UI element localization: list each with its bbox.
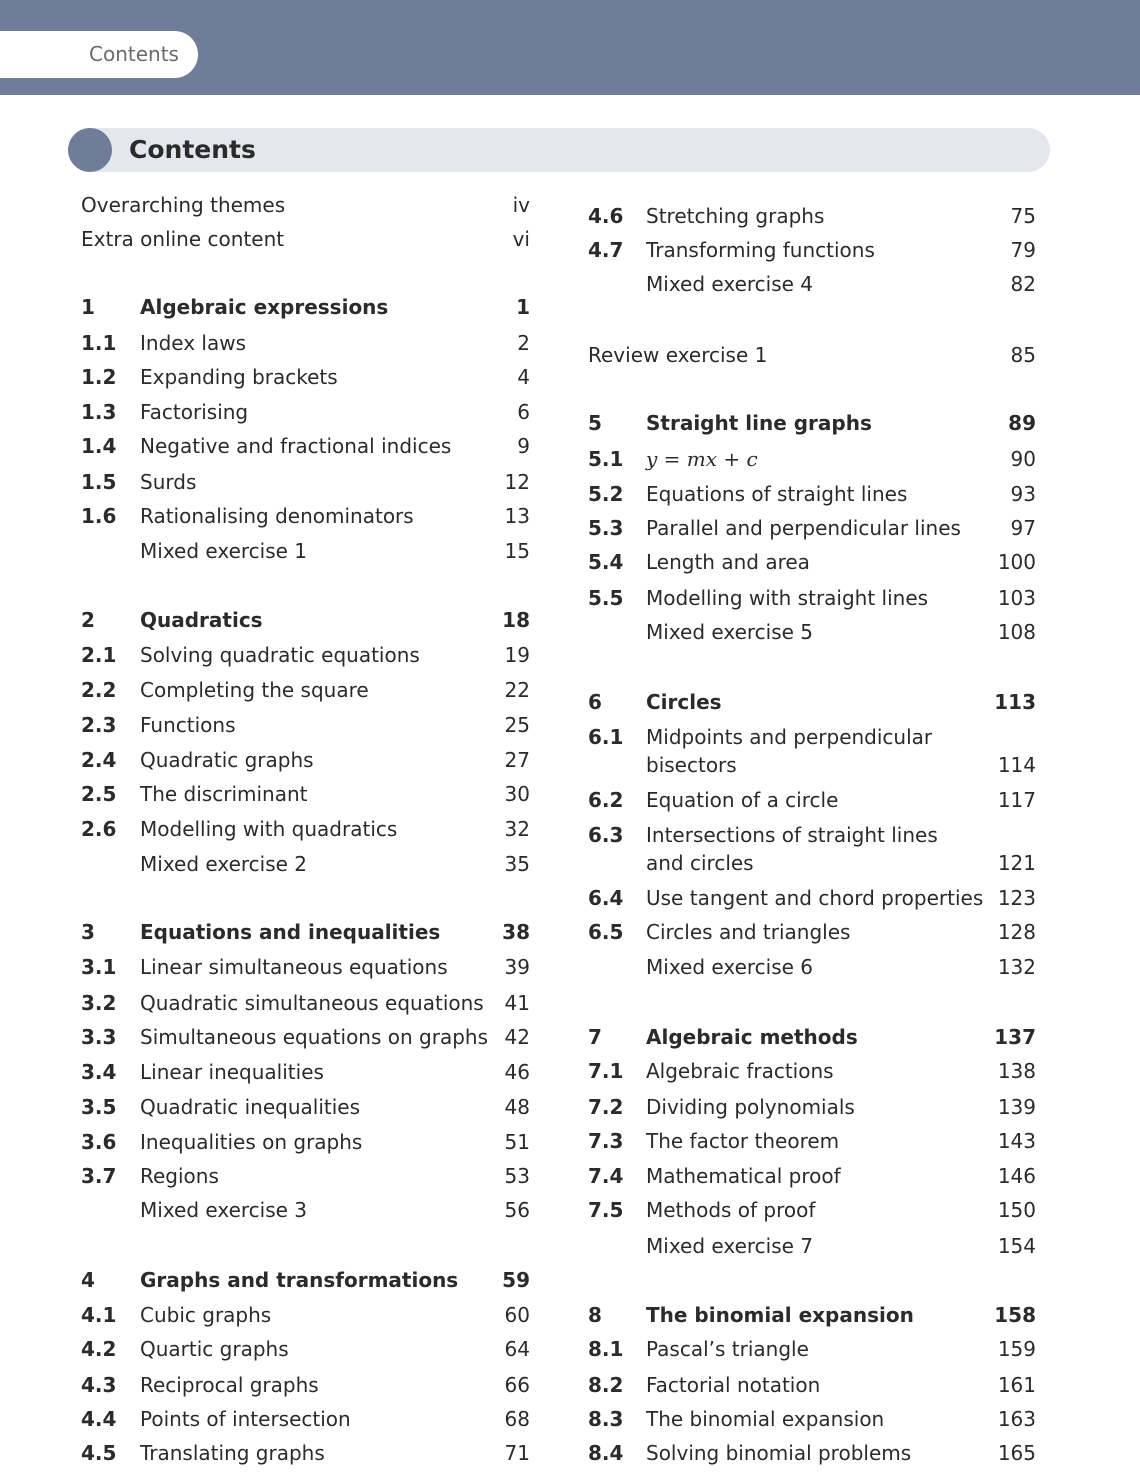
toc-entry: [588, 1231, 1036, 1261]
toc-entry-page: iv: [512, 193, 530, 217]
toc-entry: [588, 408, 1036, 438]
toc-entry-title: Mixed exercise 1: [140, 539, 308, 563]
toc-entry: [81, 710, 530, 740]
toc-entry: [81, 1127, 530, 1157]
toc-entry-number: 4.7: [588, 238, 624, 262]
toc-entry-number: 3.1: [81, 955, 117, 979]
toc-entry: [588, 547, 1036, 577]
toc-entry-title: The binomial expansion: [646, 1407, 885, 1431]
toc-entry-number: 6.2: [588, 788, 624, 812]
toc-entry-page: 9: [517, 434, 530, 458]
toc-entry: [81, 1404, 530, 1434]
toc-entry-title: Solving binomial problems: [646, 1441, 912, 1465]
toc-entry-title: Stretching graphs: [646, 204, 825, 228]
toc-entry-page: 103: [997, 586, 1036, 610]
toc-entry: [81, 467, 530, 497]
toc-entry: [81, 397, 530, 427]
toc-entry-page: 79: [1010, 238, 1036, 262]
toc-entry: [588, 617, 1036, 647]
toc-entry: [81, 1057, 530, 1087]
toc-entry-page: 161: [997, 1373, 1036, 1397]
toc-entry-page: 143: [997, 1129, 1036, 1153]
toc-entry-number: 3.6: [81, 1130, 117, 1154]
toc-entry-number: 1.1: [81, 331, 117, 355]
toc-entry: [588, 820, 1036, 880]
toc-entry-number: 8.4: [588, 1441, 624, 1465]
toc-entry-number: 3.3: [81, 1025, 117, 1049]
toc-entry-page: 93: [1010, 482, 1036, 506]
toc-entry-title: Mixed exercise 6: [646, 955, 814, 979]
toc-entry-page: 46: [504, 1060, 530, 1084]
toc-entry-page: 113: [994, 690, 1036, 714]
toc-entry-title: Equation of a circle: [646, 788, 839, 812]
toc-entry-title: Simultaneous equations on graphs: [140, 1025, 488, 1049]
toc-entry-number: 7.4: [588, 1164, 624, 1188]
toc-entry-number: 5.5: [588, 586, 624, 610]
toc-entry-title: Algebraic methods: [646, 1025, 858, 1049]
toc-entry-page: 19: [504, 643, 530, 667]
toc-entry-number: 5.2: [588, 482, 624, 506]
toc-entry-page: 138: [997, 1059, 1036, 1083]
toc-entry-page: 139: [997, 1095, 1036, 1119]
toc-entry-title: Surds: [140, 470, 197, 494]
toc-entry-page: 121: [997, 851, 1036, 875]
toc-entry-page: 64: [504, 1337, 530, 1361]
toc-entry-page: 85: [1010, 343, 1036, 367]
toc-entry-page: 71: [504, 1441, 530, 1465]
toc-entry-title: Circles and triangles: [646, 920, 851, 944]
toc-entry-number: 2.1: [81, 643, 117, 667]
toc-entry-page: 100: [997, 550, 1036, 574]
toc-entry-title: Modelling with quadratics: [140, 817, 398, 841]
toc-entry-number: 5.3: [588, 516, 624, 540]
toc-entry: [81, 917, 530, 947]
toc-entry-title: Mixed exercise 3: [140, 1198, 308, 1222]
toc-entry-page: 97: [1010, 516, 1036, 540]
toc-entry-title: Algebraic expressions: [140, 295, 389, 319]
toc-entry-page: 41: [504, 991, 530, 1015]
toc-entry-number: 7.1: [588, 1059, 624, 1083]
toc-entry: [81, 536, 530, 566]
toc-entry: [588, 687, 1036, 717]
toc-entry-title: Quadratic graphs: [140, 748, 314, 772]
toc-entry-title: The discriminant: [140, 782, 308, 806]
toc-entry-number: 2.3: [81, 713, 117, 737]
toc-entry-title: Expanding brackets: [140, 365, 338, 389]
toc-entry: [588, 1334, 1036, 1364]
toc-entry-title: Length and area: [646, 550, 810, 574]
toc-entry: [81, 1161, 530, 1191]
toc-entry-title: Graphs and transformations: [140, 1268, 459, 1292]
toc-entry-page: 159: [997, 1337, 1036, 1361]
toc-entry-number: 5.1: [588, 447, 624, 471]
toc-entry-number: 6: [588, 690, 602, 714]
toc-entry-title: Completing the square: [140, 678, 369, 702]
toc-entry-number: 6.1: [588, 725, 624, 749]
toc-entry-page: 163: [997, 1407, 1036, 1431]
toc-entry-title: Equations of straight lines: [646, 482, 908, 506]
toc-entry: [588, 1126, 1036, 1156]
header-tab: Contents: [0, 31, 198, 78]
toc-entry: [588, 1438, 1036, 1468]
toc-entry: [81, 1022, 530, 1052]
toc-entry-title: Midpoints and perpendicular: [646, 725, 933, 749]
toc-entry-title: Factorising: [140, 400, 249, 424]
toc-entry-title: Cubic graphs: [140, 1303, 272, 1327]
toc-entry-number: 2: [81, 608, 95, 632]
toc-entry-title: Factorial notation: [646, 1373, 821, 1397]
toc-entry: [81, 675, 530, 705]
toc-entry-number: 1.5: [81, 470, 117, 494]
toc-entry: [81, 779, 530, 809]
toc-entry-title: Transforming functions: [646, 238, 875, 262]
page-title: Contents: [129, 135, 256, 164]
toc-entry: [588, 1022, 1036, 1052]
toc-entry-page: 59: [502, 1268, 530, 1292]
toc-entry: [588, 269, 1036, 299]
toc-entry-number: 4.6: [588, 204, 624, 228]
toc-entry-number: 7.3: [588, 1129, 624, 1153]
toc-entry-number: 8: [588, 1303, 602, 1327]
toc-entry: [81, 292, 530, 322]
toc-entry-title: Quadratic simultaneous equations: [140, 991, 484, 1015]
toc-entry: [81, 328, 530, 358]
toc-entry-page: 39: [504, 955, 530, 979]
toc-entry: [588, 1370, 1036, 1400]
toc-entry: [588, 917, 1036, 947]
toc-entry: [588, 340, 1036, 370]
toc-entry: [588, 952, 1036, 982]
toc-entry-number: 3.5: [81, 1095, 117, 1119]
toc-entry: [81, 1092, 530, 1122]
toc-entry-title: Rationalising denominators: [140, 504, 414, 528]
toc-entry-title: Review exercise 1: [588, 343, 768, 367]
toc-entry-number: 6.3: [588, 823, 624, 847]
toc-entry-number: 8.3: [588, 1407, 624, 1431]
toc-entry-page: 114: [997, 753, 1036, 777]
toc-entry-number: 3.2: [81, 991, 117, 1015]
toc-entry: [81, 224, 530, 254]
toc-entry-page: 89: [1008, 411, 1036, 435]
toc-entry-number: 3.4: [81, 1060, 117, 1084]
toc-entry-title: Linear inequalities: [140, 1060, 324, 1084]
toc-entry-page: 165: [997, 1441, 1036, 1465]
toc-entry-number: 1.6: [81, 504, 117, 528]
toc-entry: [588, 1092, 1036, 1122]
toc-entry-number: 3: [81, 920, 95, 944]
toc-entry: [81, 814, 530, 844]
toc-entry: [588, 722, 1036, 782]
toc-entry-number: 3.7: [81, 1164, 117, 1188]
toc-entry-title: Quartic graphs: [140, 1337, 289, 1361]
toc-entry: [81, 1265, 530, 1295]
toc-entry-title-continued: bisectors: [646, 753, 737, 777]
toc-entry: [588, 444, 1036, 474]
toc-entry-title: Pascal’s triangle: [646, 1337, 809, 1361]
title-bar: [68, 128, 1050, 172]
toc-entry-page: 154: [997, 1234, 1036, 1258]
toc-entry-number: 2.4: [81, 748, 117, 772]
toc-entry-page: 18: [502, 608, 530, 632]
toc-entry-title: Use tangent and chord properties: [646, 886, 984, 910]
toc-entry: [81, 745, 530, 775]
toc-entry-title: The binomial expansion: [646, 1303, 914, 1327]
toc-entry-number: 1.3: [81, 400, 117, 424]
toc-entry-number: 7.2: [588, 1095, 624, 1119]
toc-entry-title: Mathematical proof: [646, 1164, 841, 1188]
toc-entry-title: Overarching themes: [81, 193, 286, 217]
toc-entry-page: 48: [504, 1095, 530, 1119]
toc-entry-page: 38: [502, 920, 530, 944]
toc-entry-page: 35: [504, 852, 530, 876]
toc-entry-number: 4.3: [81, 1373, 117, 1397]
toc-entry: [81, 988, 530, 1018]
toc-entry-number: 4.4: [81, 1407, 117, 1431]
toc-entry-page: 51: [504, 1130, 530, 1154]
toc-entry: [588, 1300, 1036, 1330]
toc-entry-page: 60: [504, 1303, 530, 1327]
toc-entry-title: Mixed exercise 5: [646, 620, 814, 644]
toc-entry: [588, 583, 1036, 613]
toc-entry: [588, 201, 1036, 231]
toc-entry-number: 7: [588, 1025, 602, 1049]
toc-entry-page: 75: [1010, 204, 1036, 228]
toc-entry-title: Mixed exercise 2: [140, 852, 308, 876]
toc-entry-page: 68: [504, 1407, 530, 1431]
toc-entry-number: 5: [588, 411, 602, 435]
toc-entry-page: 30: [504, 782, 530, 806]
toc-entry-number: 4: [81, 1268, 95, 1292]
toc-entry: [588, 513, 1036, 543]
toc-entry-page: 12: [504, 470, 530, 494]
toc-entry-page: 13: [504, 504, 530, 528]
toc-entry-page: 128: [997, 920, 1036, 944]
toc-entry-page: 137: [994, 1025, 1036, 1049]
toc-entry-page: 82: [1010, 272, 1036, 296]
toc-entry-number: 4.2: [81, 1337, 117, 1361]
toc-entry-page: 22: [504, 678, 530, 702]
toc-entry-title: Mixed exercise 4: [646, 272, 814, 296]
toc-entry-number: 6.5: [588, 920, 624, 944]
toc-entry: [588, 479, 1036, 509]
toc-entry-title: Index laws: [140, 331, 247, 355]
toc-entry-number: 4.5: [81, 1441, 117, 1465]
toc-entry-page: 150: [997, 1198, 1036, 1222]
toc-entry-page: 66: [504, 1373, 530, 1397]
toc-entry-number: 6.4: [588, 886, 624, 910]
toc-entry-number: 2.5: [81, 782, 117, 806]
toc-entry-number: 1: [81, 295, 95, 319]
toc-entry: [81, 1334, 530, 1364]
toc-entry-page: vi: [512, 227, 530, 251]
toc-entry-page: 27: [504, 748, 530, 772]
toc-entry-number: 8.1: [588, 1337, 624, 1361]
toc-entry-title: Linear simultaneous equations: [140, 955, 448, 979]
toc-entry-title: Methods of proof: [646, 1198, 816, 1222]
toc-entry-number: 8.2: [588, 1373, 624, 1397]
toc-entry-page: 117: [997, 788, 1036, 812]
toc-entry: [81, 640, 530, 670]
toc-entry-number: 2.6: [81, 817, 117, 841]
toc-entry: [81, 1438, 530, 1468]
toc-entry-number: 4.1: [81, 1303, 117, 1327]
toc-entry: [81, 190, 530, 220]
toc-entry: [81, 431, 530, 461]
title-circle-icon: [68, 128, 112, 172]
toc-entry-page: 15: [504, 539, 530, 563]
toc-entry: [588, 1056, 1036, 1086]
toc-entry-title: Mixed exercise 7: [646, 1234, 814, 1258]
toc-entry-page: 158: [994, 1303, 1036, 1327]
toc-entry: [81, 501, 530, 531]
toc-entry: [81, 952, 530, 982]
toc-entry-title: Dividing polynomials: [646, 1095, 855, 1119]
toc-entry-title: Points of intersection: [140, 1407, 351, 1431]
toc-entry-title-continued: and circles: [646, 851, 754, 875]
toc-entry-title: y = mx + c: [646, 447, 758, 471]
toc-entry-title: Translating graphs: [140, 1441, 325, 1465]
toc-entry: [588, 1195, 1036, 1225]
toc-entry-page: 53: [504, 1164, 530, 1188]
toc-entry: [588, 1161, 1036, 1191]
toc-entry: [81, 1300, 530, 1330]
toc-entry-title: Negative and fractional indices: [140, 434, 452, 458]
toc-entry-page: 42: [504, 1025, 530, 1049]
toc-entry: [81, 362, 530, 392]
toc-entry-page: 90: [1010, 447, 1036, 471]
toc-entry-title: Straight line graphs: [646, 411, 872, 435]
toc-entry: [81, 1370, 530, 1400]
toc-entry: [81, 1195, 530, 1225]
toc-entry-title: Quadratic inequalities: [140, 1095, 360, 1119]
toc-entry-title: The factor theorem: [646, 1129, 840, 1153]
toc-entry: [588, 883, 1036, 913]
toc-entry-page: 132: [997, 955, 1036, 979]
toc-entry-page: 108: [997, 620, 1036, 644]
toc-entry-page: 32: [504, 817, 530, 841]
toc-entry: [588, 1404, 1036, 1434]
toc-entry-number: 7.5: [588, 1198, 624, 1222]
toc-entry-title: Extra online content: [81, 227, 285, 251]
toc-entry-page: 146: [997, 1164, 1036, 1188]
toc-entry-title: Solving quadratic equations: [140, 643, 420, 667]
toc-entry-title: Modelling with straight lines: [646, 586, 929, 610]
toc-entry-title: Intersections of straight lines: [646, 823, 938, 847]
toc-entry-page: 4: [517, 365, 530, 389]
toc-entry-title: Circles: [646, 690, 722, 714]
toc-entry-number: 5.4: [588, 550, 624, 574]
toc-entry-title: Reciprocal graphs: [140, 1373, 319, 1397]
toc-entry-page: 56: [504, 1198, 530, 1222]
toc-entry: [588, 785, 1036, 815]
toc-entry-title: Algebraic fractions: [646, 1059, 834, 1083]
toc-entry-title: Regions: [140, 1164, 219, 1188]
toc-entry-page: 1: [516, 295, 530, 319]
toc-entry-number: 1.4: [81, 434, 117, 458]
toc-entry: [81, 605, 530, 635]
toc-entry-number: 1.2: [81, 365, 117, 389]
toc-entry-title: Functions: [140, 713, 236, 737]
toc-entry-page: 2: [517, 331, 530, 355]
toc-entry-page: 123: [997, 886, 1036, 910]
toc-entry: [81, 849, 530, 879]
toc-entry-number: 2.2: [81, 678, 117, 702]
toc-entry: [588, 235, 1036, 265]
toc-entry-title: Inequalities on graphs: [140, 1130, 363, 1154]
toc-entry-page: 25: [504, 713, 530, 737]
toc-entry-title: Parallel and perpendicular lines: [646, 516, 961, 540]
toc-entry-title: Equations and inequalities: [140, 920, 441, 944]
toc-entry-title: Quadratics: [140, 608, 263, 632]
toc-entry-page: 6: [517, 400, 530, 424]
